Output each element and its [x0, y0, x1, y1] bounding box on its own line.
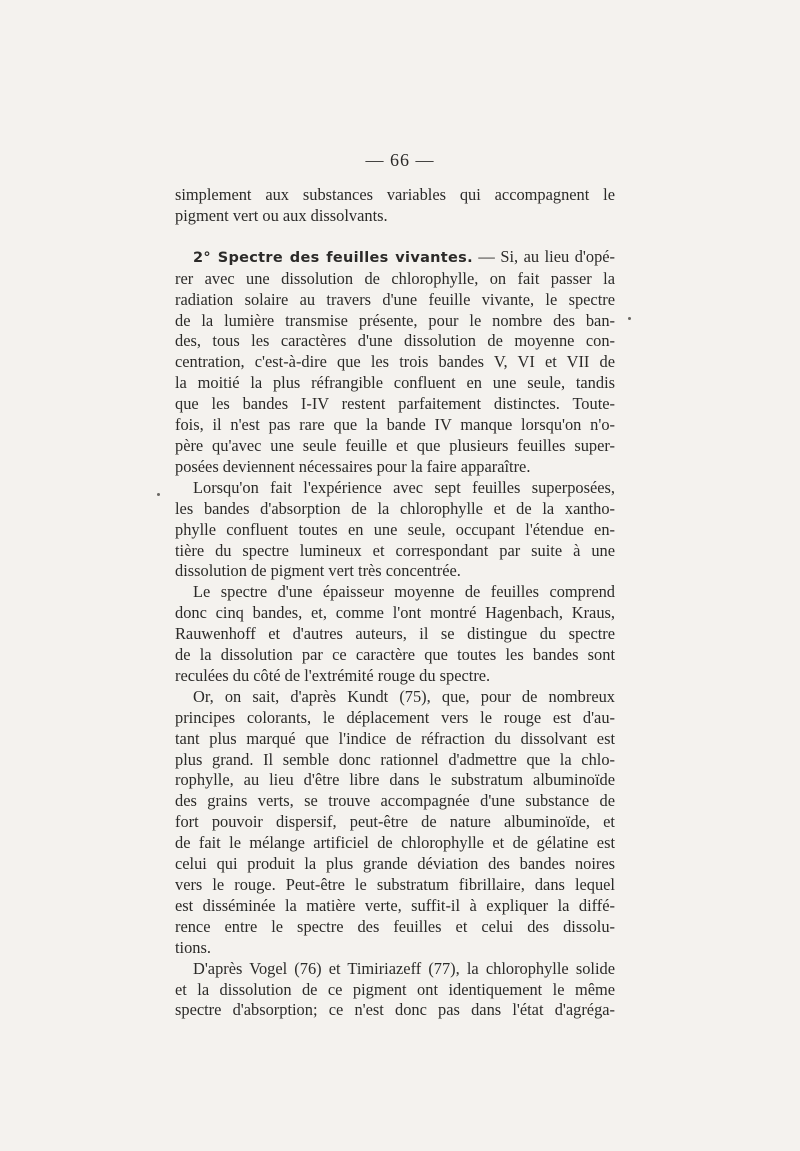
text-line — [175, 247, 615, 269]
text-line: D'après Vogel (76) et Timiriazeff (77), la chlorophylle solide — [193, 958, 615, 978]
text-line: vers le rouge. Peut-être le substratum fibrillaire, dans lequel — [175, 875, 615, 894]
text-line: tant plus marqué que l'indice de réfraction du dissolvant est — [175, 728, 615, 748]
paragraph — [175, 478, 615, 583]
text-line: posées deviennent nécessaires pour la faire apparaître. — [175, 456, 531, 476]
text-line: Lorsqu'on fait l'expérience avec sept feuilles superposées, — [193, 477, 615, 497]
text-line: la moitié la plus réfrangible confluent en une seule, tandis — [175, 373, 615, 393]
text-line: reculées du côté de l'extrémité rouge du spectre. — [175, 665, 491, 685]
text-line: plus grand. Il semble donc rationnel d'admettre que la chlo- — [175, 749, 615, 769]
text-line: des, tous les caractères d'une dissolution de moyenne con- — [175, 331, 615, 351]
text-fragment: — Si, au lieu d'opé- — [472, 246, 616, 266]
text-line: père qu'avec une seule feuille et que plusieurs feuilles super- — [175, 435, 615, 455]
margin-mark — [157, 493, 160, 496]
text-line: de fait le mélange artificiel de chlorophylle et de gélatine est — [175, 833, 615, 853]
text-line: des grains verts, se trouve accompagnée d'une substance de — [175, 791, 615, 811]
text-line: spectre d'absorption; ce n'est donc pas dans l'état d'agréga- — [175, 1000, 615, 1020]
text-line: rer avec une dissolution de chlorophylle, on fait passer la — [175, 268, 615, 288]
text-line: fois, il n'est pas rare que la bande IV manque lorsqu'on n'o- — [175, 415, 615, 435]
text-line: radiation solaire au travers d'une feuille vivante, le spectre — [175, 289, 615, 309]
text-line: et la dissolution de ce pigment ont identiquement le même — [175, 979, 615, 999]
text-line: dissolution de pigment vert très concentrée. — [175, 561, 461, 581]
margin-mark — [628, 317, 631, 320]
text-line: que les bandes I-IV restent parfaitement distinctes. Toute- — [175, 394, 615, 414]
text-line: Le spectre d'une épaisseur moyenne de feuilles comprend — [193, 582, 615, 602]
text-line: celui qui produit la plus grande déviation des bandes noires — [175, 854, 615, 874]
text-line: tière du spectre lumineux et correspondant par suite à une — [175, 540, 615, 560]
text-line: rophylle, au lieu d'être libre dans le substratum albuminoïde — [175, 770, 615, 790]
paragraph — [175, 247, 615, 478]
text-line: fort pouvoir dispersif, peut-être de nature albuminoïde, et — [175, 812, 615, 832]
text-line: Rauwenhoff et d'autres auteurs, il se distingue du spectre — [175, 624, 615, 644]
text-line: donc cinq bandes, et, comme l'ont montré Hagenbach, Kraus, — [175, 603, 615, 623]
text-line: tions. — [175, 937, 211, 957]
paragraph — [175, 185, 615, 227]
text-line: les bandes d'absorption de la chlorophylle et de la xantho- — [175, 498, 615, 518]
body-text — [175, 185, 615, 1021]
text-line: rence entre le spectre des feuilles et celui des dissolu- — [175, 916, 615, 936]
section-heading: 2° Spectre des feuilles vivantes. — [193, 249, 473, 266]
page-number: — 66 — — [365, 150, 435, 170]
text-line: est disséminée la matière verte, suffit-il à expliquer la diffé- — [175, 895, 615, 915]
paragraph — [175, 959, 615, 1022]
text-line: de la lumière transmise présente, pour le nombre des ban- — [175, 310, 615, 330]
text-line: de la dissolution par ce caractère que toutes les bandes sont — [175, 645, 615, 665]
paragraph — [175, 582, 615, 687]
text-line: Or, on sait, d'après Kundt (75), que, pour de nombreux — [193, 686, 615, 706]
paragraph-gap — [175, 227, 615, 247]
text-line: simplement aux substances variables qui accompagnent le — [175, 185, 615, 204]
text-line: pigment vert ou aux dissolvants. — [175, 205, 388, 225]
paragraph — [175, 687, 615, 959]
text-line: centration, c'est-à-dire que les trois bandes V, VI et VII de — [175, 352, 615, 372]
text-line: principes colorants, le déplacement vers le rouge est d'au- — [175, 707, 615, 727]
text-line: phylle confluent toutes en une seule, occupant l'étendue en- — [175, 519, 615, 539]
